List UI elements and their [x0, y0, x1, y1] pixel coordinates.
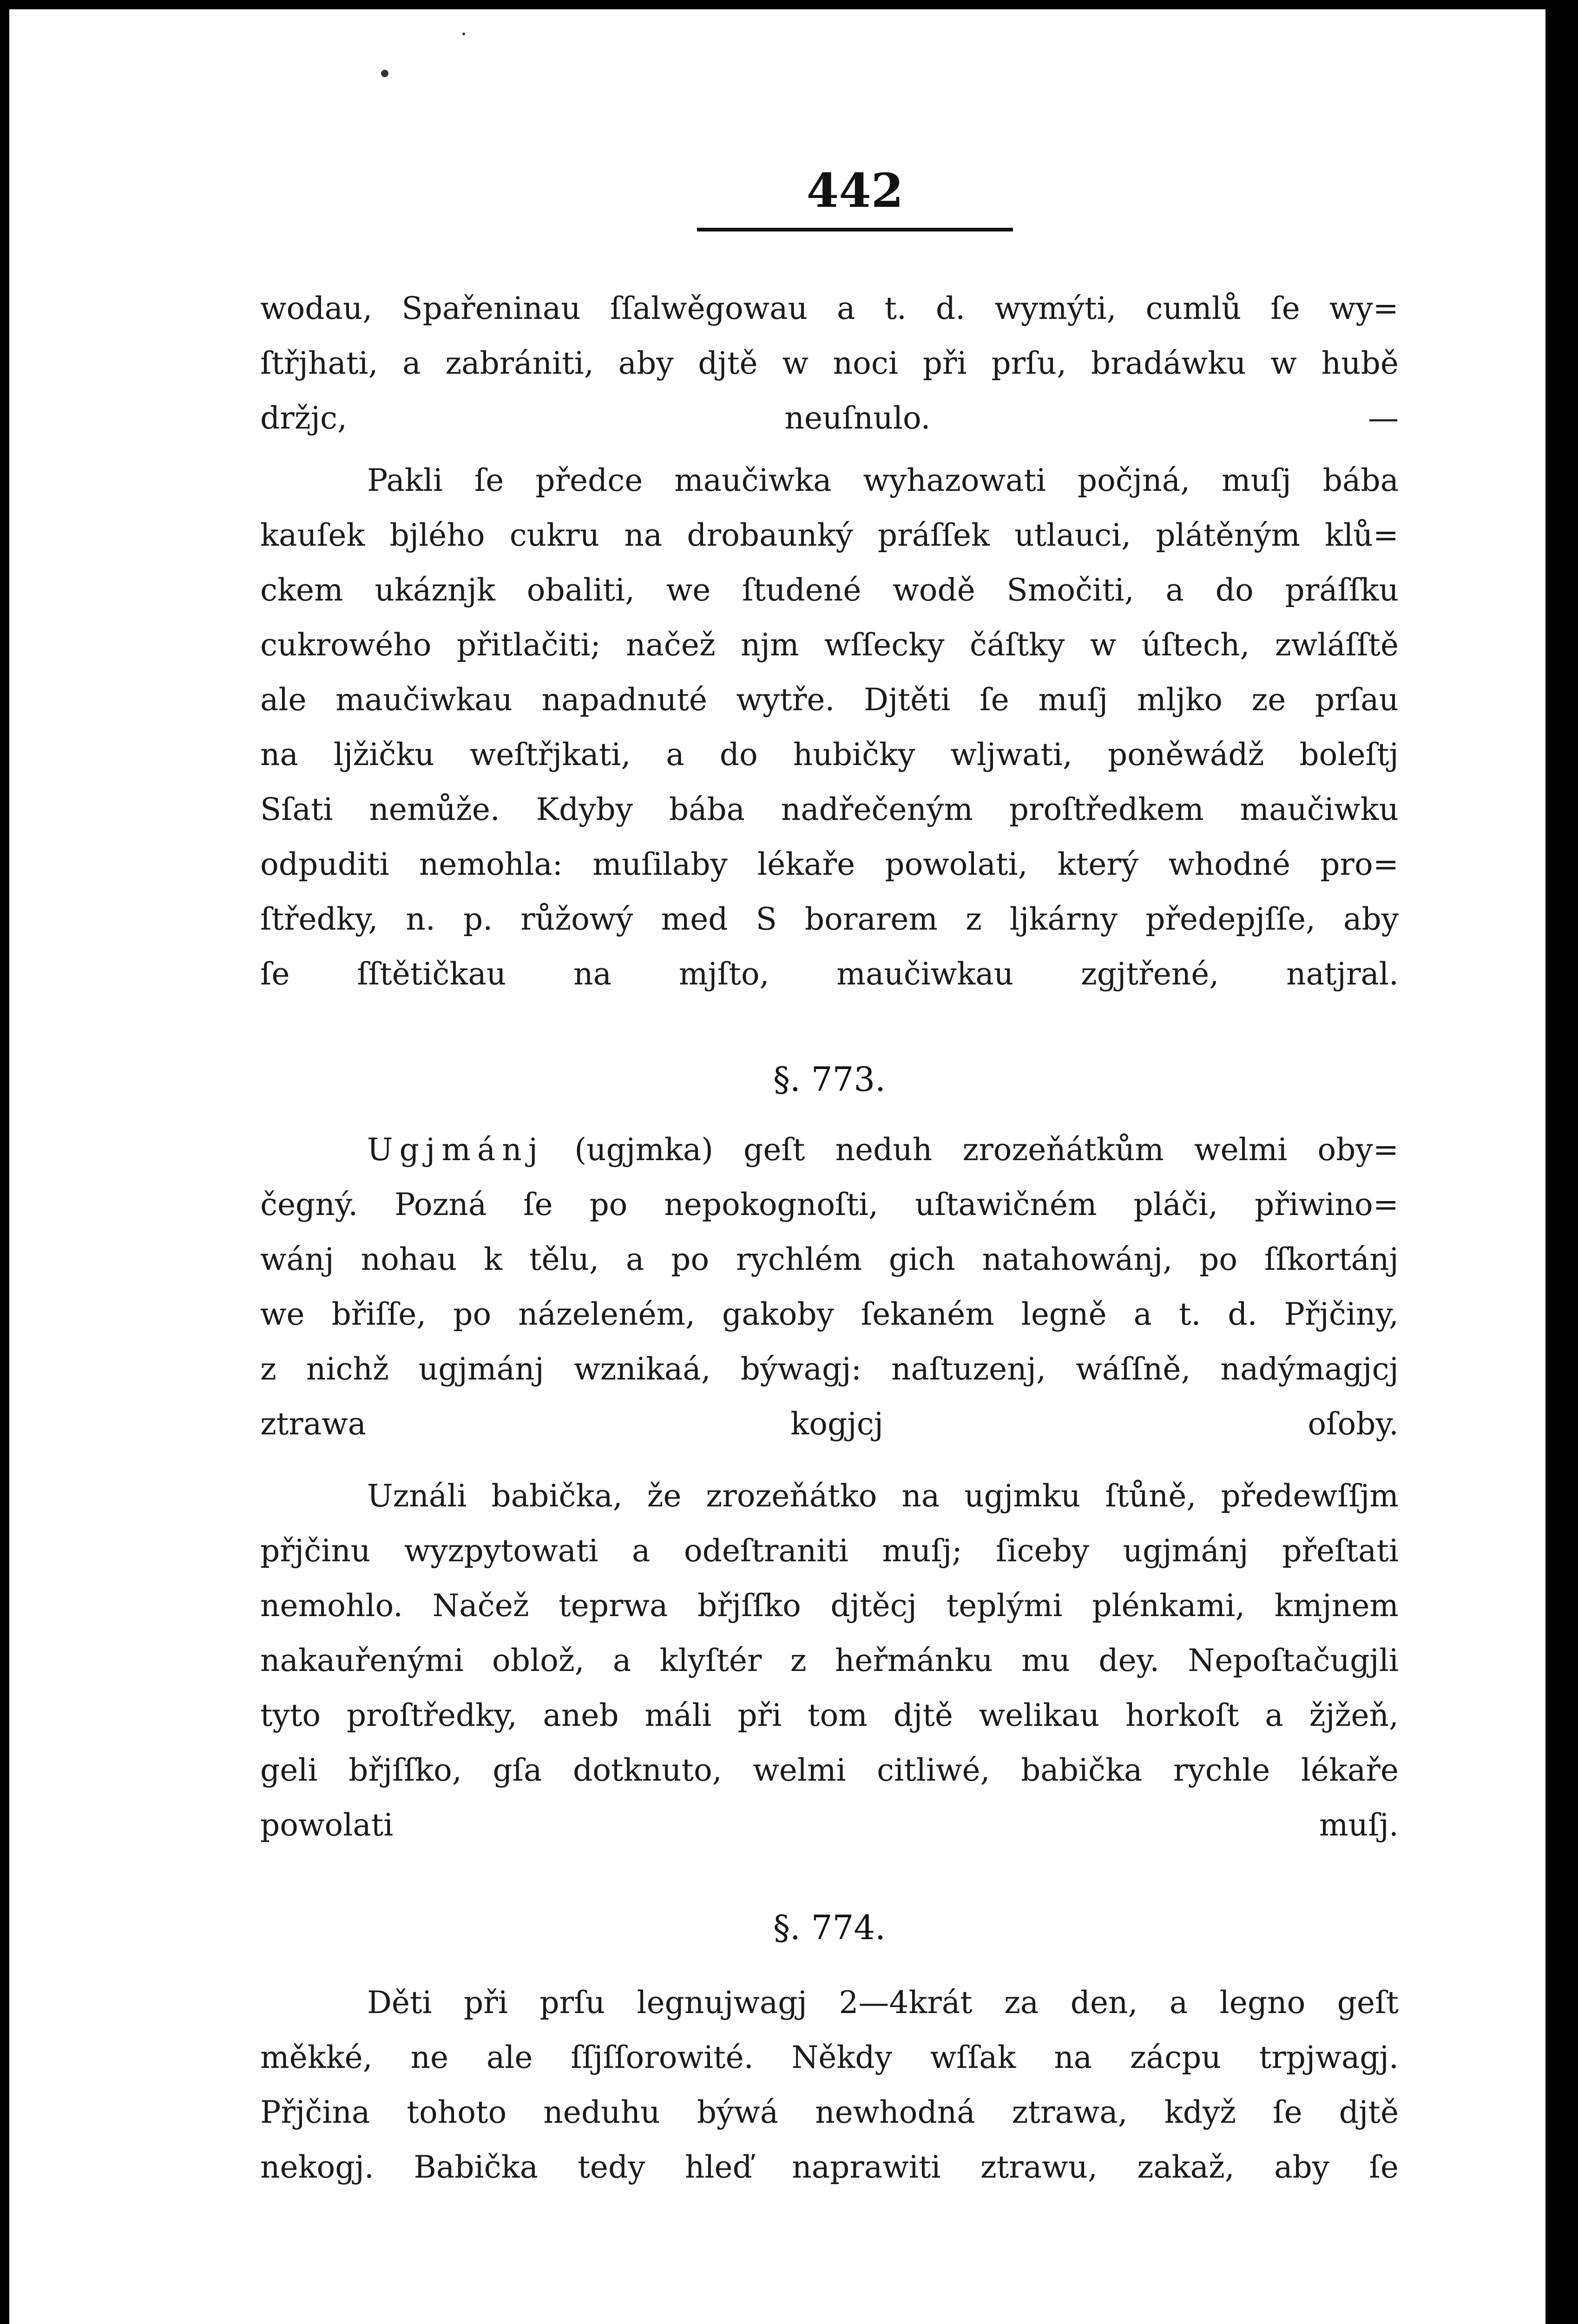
scan-speck: [381, 70, 388, 77]
paragraph-pakli: [260, 453, 1399, 1002]
text-line: Přjčina tohoto neduhu býwá newhodná ztrawa, když ſe djtě: [260, 2094, 1399, 2130]
text-line: kauſek bjlého cukru na drobaunký práſſek utlauci, plátěným klů=: [260, 517, 1399, 553]
paragraph-ugjmani: [260, 1122, 1399, 1452]
book-page: [9, 9, 1545, 2324]
text-line: ſtředky, n. p. růžowý med S borarem z ljkárny předepjſſe, aby: [260, 901, 1399, 937]
text-line: nakauřenými oblož, a klyſtér z heřmánku mu dey. Nepoſtačugjli: [260, 1643, 1399, 1678]
text-line: nekogj. Babička tedy hleď naprawiti ztrawu, zakaž, aby ſe: [260, 2149, 1399, 2185]
text-fragment: (ugjmka) geſt neduh zrozeňátkům welmi oby=: [574, 1132, 1399, 1168]
paragraph: [260, 281, 1399, 446]
text-line: [260, 1122, 1399, 1177]
text-line: nemohlo. Načež teprwa břjſſko djtěcj teplými plénkami, kmjnem: [260, 1588, 1399, 1624]
text-line: přjčinu wyzpytowati a odeſtraniti muſj; ſiceby ugjmánj přeſtati: [260, 1533, 1399, 1569]
text-line: wánj nohau k tělu, a po rychlém gich natahowánj, po ſſkortánj: [260, 1241, 1399, 1277]
paragraph-deti: [260, 1975, 1399, 2195]
text-line: wodau, Spařeninau ſſalwěgowau a t. d. wymýti, cumlů ſe wy=: [260, 290, 1399, 326]
text-line: Pakli ſe předce maučiwka wyhazowati počjná, muſj bába: [367, 462, 1399, 498]
text-line: ſe ſſtětičkau na mjſto, maučiwkau zgjtřené, natjral.: [260, 956, 1399, 992]
text-line: ztrawa kogjcj oſoby.: [260, 1406, 1399, 1442]
section-heading-774: §. 774.: [773, 1908, 886, 1947]
page-number: 442: [806, 163, 904, 218]
header-rule: [697, 228, 1013, 231]
text-line: odpuditi nemohla: muſilaby lékaře powolati, který whodné pro=: [260, 846, 1399, 882]
scan-speck: [462, 33, 465, 35]
paragraph: [260, 1469, 1399, 1853]
text-line: we břiſſe, po názeleném, gakoby ſekaném legně a t. d. Přjčiny,: [260, 1296, 1399, 1332]
text-line: Uználi babička, že zrozeňátko na ugjmku ſtůně, předewſſjm: [367, 1478, 1399, 1514]
paragraph-continuation: [260, 281, 1399, 446]
text-line: powolati muſj.: [260, 1807, 1399, 1843]
paragraph: [260, 1122, 1399, 1452]
text-line: ſtřjhati, a zabrániti, aby djtě w noci při prſu, bradáwku w hubě: [260, 345, 1399, 381]
text-line: měkké, ne ale ſſjſſorowité. Někdy wſſak na zácpu trpjwagj.: [260, 2040, 1399, 2075]
text-line: ckem ukáznjk obaliti, we ſtudené wodě Smočiti, a do práſſku: [260, 572, 1399, 608]
text-line: z nichž ugjmánj wznikaá, býwagj: naſtuzenj, wáſſně, nadýmagjcj: [260, 1351, 1399, 1387]
text-line: na ljžičku weſtřjkati, a do hubičky wljwati, poněwádž boleſtj: [260, 737, 1399, 772]
paragraph: [260, 1975, 1399, 2195]
paragraph: [260, 453, 1399, 1002]
text-line: tyto proſtředky, aneb máli při tom djtě welikau horkoſt a žjžeň,: [260, 1697, 1399, 1733]
text-line: čegný. Pozná ſe po nepokognoſti, uſtawičném pláči, přiwino=: [260, 1187, 1399, 1222]
text-line: Děti při prſu legnujwagj 2—4krát za den, a legno geſt: [367, 1985, 1399, 2020]
lead-term: Ugjmánj: [367, 1132, 545, 1168]
text-line: geli břjſſko, gſa dotknuto, welmi citliwé, babička rychle lékaře: [260, 1752, 1399, 1788]
text-line: cukrowého přitlačiti; načež njm wſſecky čáſtky w úſtech, zwláſſtě: [260, 627, 1399, 663]
text-line: ale maučiwkau napadnuté wytře. Djtěti ſe muſj mljko ze prſau: [260, 682, 1399, 718]
text-line: držjc, neuſnulo. —: [260, 400, 1399, 436]
paragraph-uznali: [260, 1469, 1399, 1853]
text-line: Sſati nemůže. Kdyby bába nadřečeným proſtředkem maučiwku: [260, 792, 1399, 827]
section-heading-773: §. 773.: [773, 1060, 886, 1099]
